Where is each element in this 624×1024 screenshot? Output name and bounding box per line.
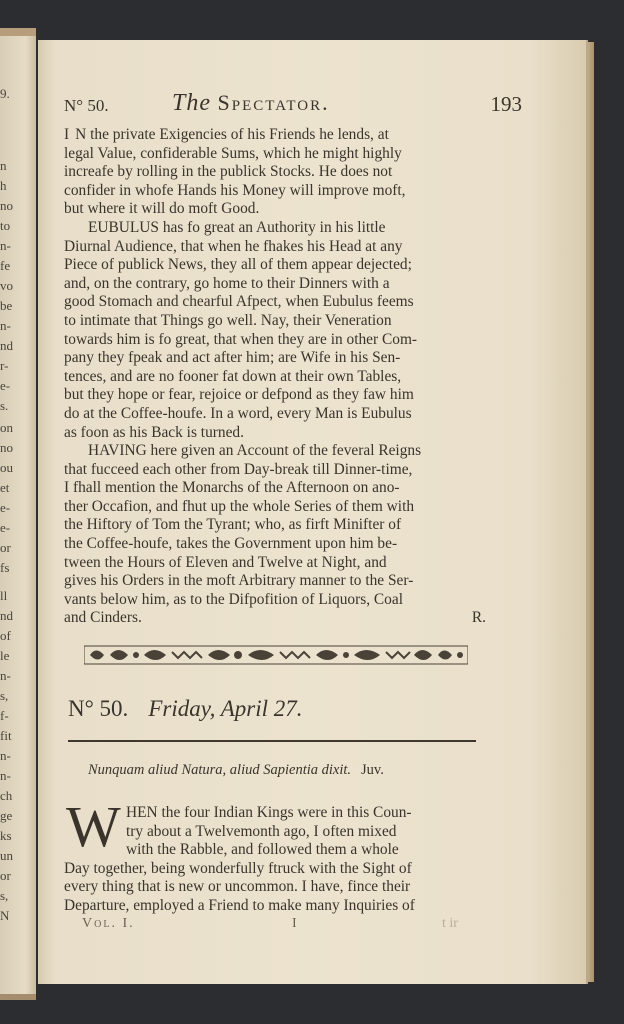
text-line: legal Value, confiderable Sums, which he might highly — [64, 144, 402, 162]
left-page-fragment: on — [0, 420, 13, 435]
left-page-fragment: or — [0, 868, 11, 883]
binding-tab-top — [0, 28, 36, 36]
text-line: and Cinders. — [64, 609, 142, 627]
binding-tab-bottom — [0, 994, 36, 1000]
text-line: as foon as his Back is turned. — [64, 423, 244, 441]
text-line: HAVING here given an Account of the feveral Reigns — [88, 442, 422, 460]
left-page-edge — [0, 28, 36, 1000]
left-page-fragment: e- — [0, 378, 11, 393]
page-fore-edge — [586, 42, 594, 982]
left-page-fragment: n- — [0, 748, 11, 763]
text-line: increafe by rolling in the publick Stocks. He does not — [64, 163, 393, 181]
left-page-fragment: ch — [0, 788, 13, 803]
text-line: EUBULUS has fo great an Authority in his little — [88, 218, 386, 236]
text-line: gives his Orders in the moft Arbitrary manner to the Ser- — [64, 572, 414, 590]
left-page-fragment: n — [0, 158, 7, 173]
left-page-fragment: f- — [0, 708, 9, 723]
left-page-fragment: of — [0, 628, 11, 643]
left-page-fragment: N — [0, 908, 10, 923]
text-line: HEN the four Indian Kings were in this Coun- — [126, 804, 412, 821]
left-page-fragment: nd — [0, 338, 13, 353]
text-line: towards him is fo great, that when they are in other Com- — [64, 330, 418, 348]
left-page-fragment: or — [0, 540, 11, 555]
epigraph-author: Juv. — [361, 762, 384, 778]
text-line: do at the Coffee-houfe. In a word, every Man is Eubulus — [64, 404, 412, 422]
text-line: I fhall mention the Monarchs of the Afternoon on ano- — [64, 479, 400, 497]
text-line: ther Occafion, and fhut up the whole Series of them with — [64, 497, 415, 515]
text-line: good Stomach and chearful Afpect, when Eubulus feems — [64, 293, 414, 311]
drop-cap: W — [66, 794, 121, 859]
left-page-fragment: n- — [0, 768, 11, 783]
text-line: pany they fpeak and act after him; are Wife in his Sen- — [64, 349, 401, 367]
header-title: The Spectator. — [172, 90, 330, 116]
left-page-fragment: n- — [0, 318, 11, 333]
epigraph-text: Nunquam aliud Natura, aliud Sapientia dixit. — [88, 762, 352, 778]
author-signature: R. — [471, 609, 486, 627]
text-line: the Hiftory of Tom the Tyrant; who, as firft Minifter of — [64, 516, 402, 534]
left-page-fragment: be — [0, 298, 13, 313]
heading-rule — [68, 740, 476, 742]
left-page-fragment: ou — [0, 460, 13, 475]
text-line: but they hope or fear, rejoice or defpond as they faw him — [64, 386, 414, 404]
text-line: tences, and are no fooner fat down at their own Tables, — [64, 367, 402, 385]
faded-text: t ir — [442, 916, 458, 931]
left-page-fragment: 9. — [0, 86, 10, 101]
left-page-fragment: no — [0, 440, 13, 455]
text-line: Day together, being wonderfully ftruck with the Sight of — [64, 859, 412, 877]
issue-date: Friday, April 27. — [148, 696, 303, 721]
signature-mark: I — [292, 916, 297, 931]
left-page-fragment: s. — [0, 398, 9, 413]
left-page-fragment: n- — [0, 668, 11, 683]
text-line: with the Rabble, and followed them a whole — [126, 841, 399, 859]
text-line: the Coffee-houfe, takes the Government upon him be- — [64, 535, 398, 553]
left-page-fragment: fit — [0, 728, 12, 743]
epigraph — [88, 762, 488, 779]
text-line: to intimate that Things go well. Nay, their Veneration — [64, 311, 392, 329]
left-page-fragment: no — [0, 198, 13, 213]
left-page-fragment: e- — [0, 500, 11, 515]
left-page-fragment: fs — [0, 560, 10, 575]
text-line: try about a Twelvemonth ago, I often mixed — [126, 822, 397, 840]
left-page-fragment: to — [0, 218, 11, 233]
left-page-fragment: s, — [0, 888, 9, 903]
left-page-fragment: e- — [0, 520, 11, 535]
running-header — [64, 90, 522, 124]
left-page-fragment: vo — [0, 278, 13, 293]
header-issue-number: N° 50. — [64, 96, 109, 115]
text-line: Diurnal Audience, that when he fhakes his Head at any — [64, 237, 403, 255]
left-page-fragment: un — [0, 848, 13, 863]
left-page-fragment: r- — [0, 358, 9, 373]
left-page-fragment: n- — [0, 238, 11, 253]
left-page-fragment: fe — [0, 258, 11, 273]
left-page-fragment: h — [0, 178, 7, 193]
volume-mark: Vol. I. — [82, 916, 135, 931]
page-number: 193 — [490, 92, 522, 116]
left-page-fragment: le — [0, 648, 10, 663]
left-page-fragment: ks — [0, 828, 12, 843]
left-page-fragment: nd — [0, 608, 13, 623]
issue-heading — [68, 696, 488, 722]
text-line: Departure, employed a Friend to make many Inquiries of — [64, 896, 415, 914]
book-page — [38, 40, 586, 984]
body-text-top — [64, 126, 492, 647]
text-line: Piece of publick News, they all of them appear dejected; — [64, 256, 412, 274]
decorative-ornament-band — [84, 644, 468, 666]
left-page-fragment: s, — [0, 688, 9, 703]
text-line: I N the private Exigencies of his Friends he lends, at — [64, 126, 389, 143]
issue-number: N° 50. — [68, 696, 129, 721]
text-line: vants below him, as to the Difpofition of Liquors, Coal — [64, 590, 403, 608]
text-line: that fucceed each other from Day-break till Dinner-time, — [64, 460, 413, 478]
text-line: confider in whofe Hands his Money will improve moft, — [64, 181, 406, 199]
essay-opening — [64, 804, 492, 916]
text-line: but where it will do moft Good. — [64, 200, 260, 218]
left-page-fragment: ge — [0, 808, 13, 823]
left-page-fragment: ll — [0, 588, 8, 603]
text-line: tween the Hours of Eleven and Twelve at Night, and — [64, 553, 387, 571]
text-line: every thing that is new or uncommon. I have, fince their — [64, 878, 411, 896]
text-line: and, on the contrary, go home to their Dinners with a — [64, 274, 390, 292]
left-page-fragment: et — [0, 480, 10, 495]
